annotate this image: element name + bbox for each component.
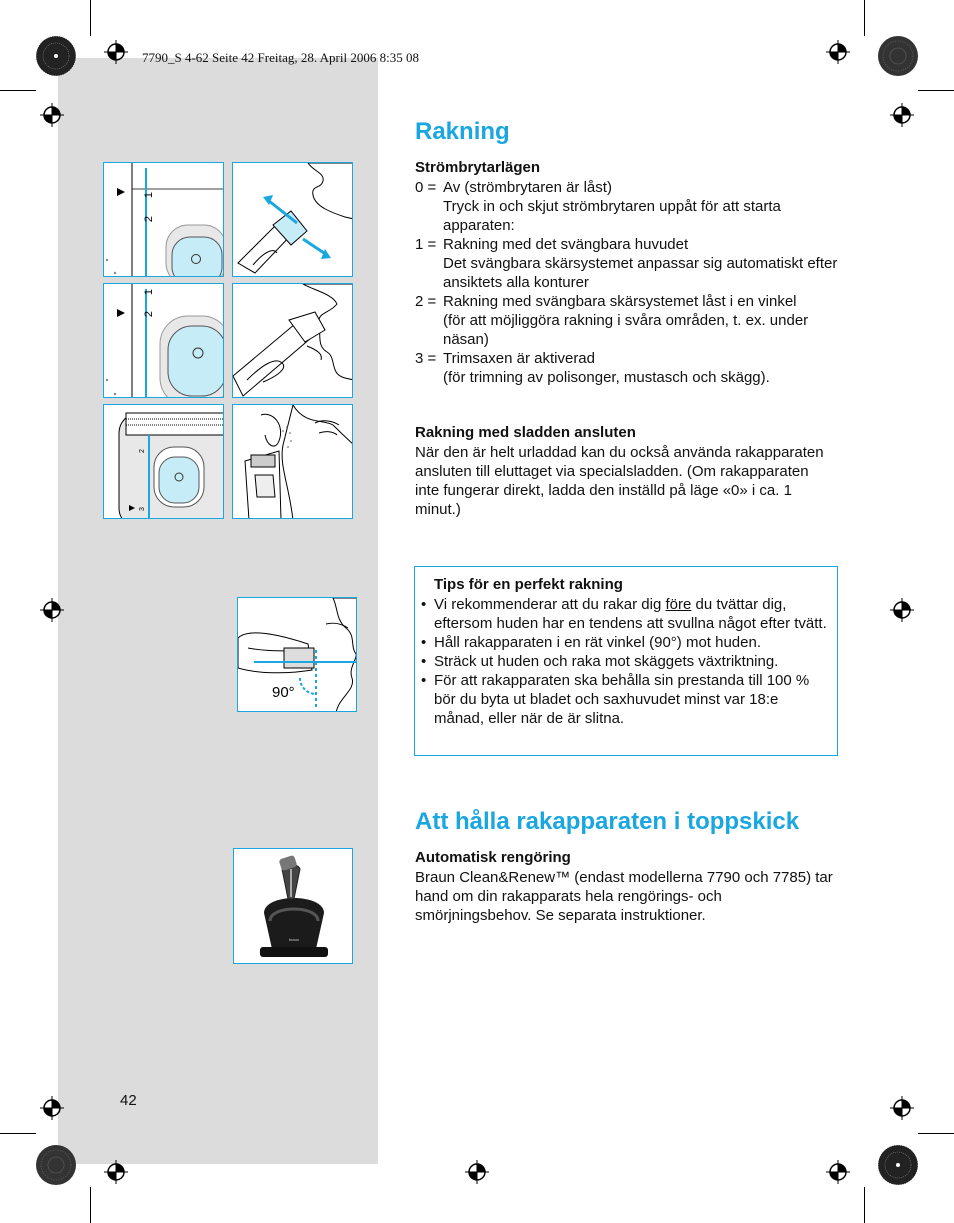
crop-mark (90, 0, 91, 36)
switch-label-1: 1 (143, 191, 155, 199)
color-rosette-icon (877, 35, 919, 77)
registration-mark-icon (40, 1096, 64, 1120)
figure-trimmer-position-3 (103, 404, 224, 519)
subtitle-cord-shaving: Rakning med sladden ansluten (415, 424, 636, 441)
switch-label-2: 2 (143, 310, 155, 318)
page-number: 42 (120, 1092, 137, 1109)
position-title: Rakning med det svängbara huvudet (443, 236, 689, 253)
switch-label-1: 1 (143, 288, 155, 296)
tips-list (421, 595, 831, 728)
position-item (415, 235, 845, 292)
bullet: • (421, 596, 427, 613)
crop-mark (0, 90, 36, 91)
crop-mark (0, 1133, 36, 1134)
registration-mark-icon (40, 103, 64, 127)
switch-positions-list (415, 178, 845, 387)
position-number: 0 = (415, 179, 437, 196)
registration-mark-icon (40, 598, 64, 622)
angle-label: 90° (272, 684, 295, 701)
color-rosette-icon (877, 1144, 919, 1186)
registration-mark-icon (826, 1160, 850, 1184)
registration-mark-icon (890, 103, 914, 127)
brand-logo: braun (288, 937, 300, 942)
crop-mark (90, 1187, 91, 1223)
color-rosette-icon (35, 35, 77, 77)
tips-title: Tips för en perfekt rakning (434, 576, 623, 593)
crop-mark (918, 90, 954, 91)
position-description: Det svängbara skärsystemet anpassar sig automatiskt efter ansiktets alla konturer (443, 255, 838, 291)
figure-swivel-head-shaving (232, 162, 353, 277)
section-title-maintenance: Att hålla rakapparaten i toppskick (415, 808, 800, 835)
tip-item: • Vi rekommenderar att du rakar dig före du tvättar dig, eftersom huden har en tendens att svullna något efter tvätt. (421, 596, 827, 632)
position-description: (för trimning av polisonger, mustasch och skägg). (443, 369, 770, 386)
registration-mark-icon (890, 598, 914, 622)
registration-mark-icon (890, 1096, 914, 1120)
tip-item: • Sträck ut huden och raka mot skäggets växtriktning. (421, 653, 779, 670)
figure-locked-head-shaving (232, 283, 353, 398)
tip-item: • Håll rakapparaten i en rät vinkel (90°) mot huden. (421, 634, 762, 651)
position-title: Av (strömbrytaren är låst) (443, 179, 612, 196)
figure-switch-position-1 (103, 162, 224, 277)
crop-mark (918, 1133, 954, 1134)
position-title: Trimsaxen är aktiverad (443, 350, 595, 367)
print-header: 7790_S 4-62 Seite 42 Freitag, 28. April 2006 8:35 08 (142, 50, 419, 65)
position-number: 1 = (415, 236, 437, 253)
section-title-rakning: Rakning (415, 118, 510, 145)
position-number: 2 = (415, 293, 437, 310)
subtitle-automatic-cleaning: Automatisk rengöring (415, 849, 571, 866)
position-item (415, 292, 845, 349)
position-title: Rakning med svängbara skärsystemet låst i en vinkel (443, 293, 797, 310)
figure-trimming-sideburns (232, 404, 353, 519)
bullet: • (421, 653, 427, 670)
tip-item: • För att rakapparaten ska behålla sin prestanda till 100 % bör du byta ut bladet och saxhuvudet minst var 18:e månad, eller när de är slitna. (421, 672, 810, 727)
figure-switch-position-2 (103, 283, 224, 398)
registration-mark-icon (465, 1160, 489, 1184)
registration-mark-icon (104, 1160, 128, 1184)
position-item (415, 178, 845, 235)
switch-label-3: 3 (139, 507, 146, 511)
figure-clean-renew-station (233, 848, 353, 964)
subtitle-switch-positions: Strömbrytarlägen (415, 159, 541, 176)
position-item (415, 349, 845, 387)
crop-mark (864, 1187, 865, 1223)
position-number: 3 = (415, 350, 437, 367)
tips-box (414, 566, 838, 756)
bullet: • (421, 634, 427, 651)
underlined-word: före (665, 596, 692, 613)
switch-label-2: 2 (143, 215, 155, 223)
figure-90-degree-angle (237, 597, 357, 712)
position-description: (för att möjliggöra rakning i svåra områden, t. ex. under näsan) (443, 312, 809, 348)
registration-mark-icon (826, 40, 850, 64)
cord-shaving-text: När den är helt urladdad kan du också använda rakapparaten ansluten till eluttaget via specialsladden. (Om rakapparaten inte fungerar direkt, ladda den inställd på läge «0» i ca. 1 minut.) (415, 444, 824, 518)
switch-label-2: 2 (139, 449, 146, 453)
automatic-cleaning-text: Braun Clean&Renew™ (endast modellerna 7790 och 7785) tar hand om din rakapparats hela rengörings- och smörjningsbehov. Se separata instruktioner. (415, 869, 833, 924)
registration-mark-icon (104, 40, 128, 64)
crop-mark (864, 0, 865, 36)
color-rosette-icon (35, 1144, 77, 1186)
position-description: Tryck in och skjut strömbrytaren uppåt för att starta apparaten: (443, 198, 781, 234)
bullet: • (421, 672, 427, 689)
